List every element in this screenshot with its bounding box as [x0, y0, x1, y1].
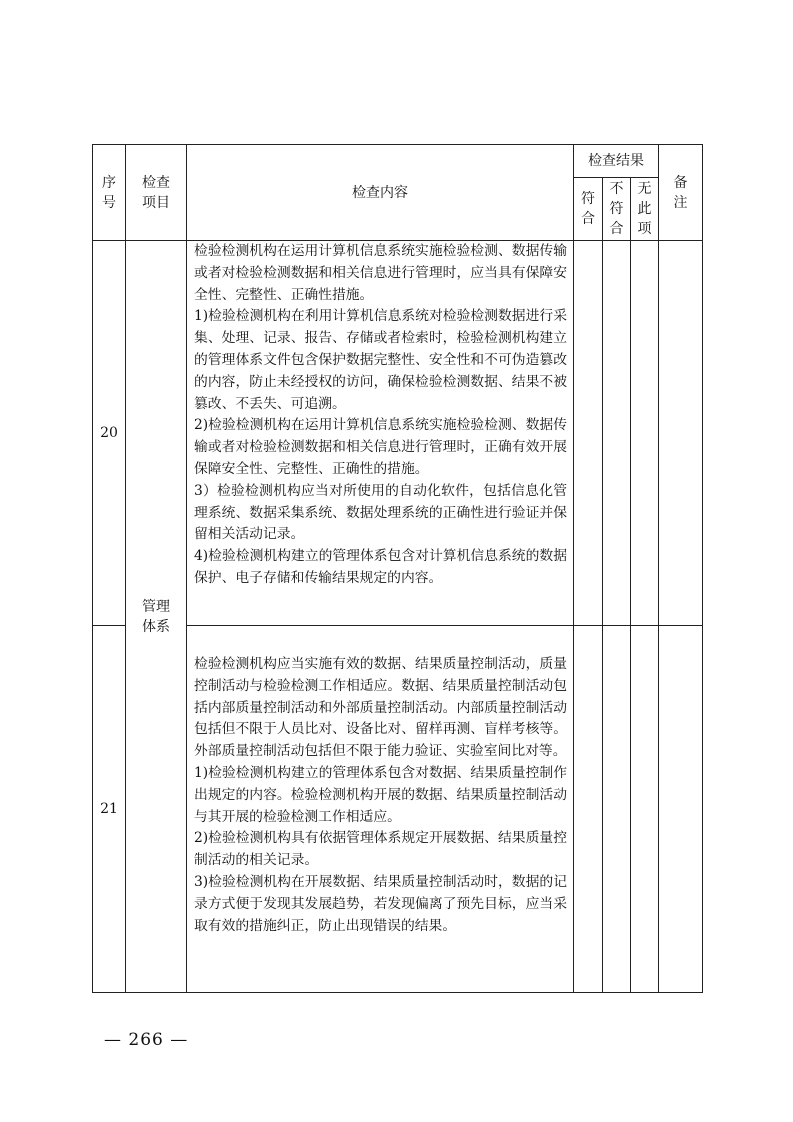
content-paragraph: 1)检验检测机构建立的管理体系包含对数据、结果质量控制作出规定的内容。检验检测机构开展的数据、结果质量控制活动与其开展的检验检测工作相适应。 [194, 764, 567, 825]
content-paragraph: 3)检验检测机构在开展数据、结果质量控制活动时，数据的记录方式便于发现其发展趋势，若发现偏离了预先目标，应当采取有效的措施纠正，防止出现错误的结果。 [194, 873, 567, 934]
header-nonconform: 不符合 [603, 178, 631, 241]
header-item: 检查项目 [126, 145, 187, 241]
content-paragraph: 3）检验检测机构应当对所使用的自动化软件，包括信息化管理系统、数据采集系统、数据处理系统的正确性进行验证并保留相关活动记录。 [194, 482, 567, 543]
row-content [187, 241, 574, 626]
remark-cell[interactable] [659, 241, 703, 626]
header-na: 无此项 [631, 178, 659, 241]
content-paragraph: 4)检验检测机构建立的管理体系包含对计算机信息系统的数据保护、电子存储和传输结果规定的内容。 [194, 548, 567, 586]
row-number: 20 [93, 241, 126, 626]
na-cell[interactable] [631, 241, 659, 626]
nonconform-cell[interactable] [603, 241, 631, 626]
content-paragraph: 检验检测机构在运用计算机信息系统实施检验检测、数据传输或者对检验检测数据和相关信息进行管理时，应当具有保障安全性、完整性、正确性措施。 [194, 243, 567, 303]
row-number: 21 [93, 626, 126, 993]
nonconform-cell[interactable] [603, 626, 631, 993]
header-remark: 备注 [659, 145, 703, 241]
remark-cell[interactable] [659, 626, 703, 993]
content-paragraph: 1)检验检测机构在利用计算机信息系统对检验检测数据进行采集、处理、记录、报告、存储或者检索时，检验检测机构建立的管理体系文件包含保护数据完整性、安全性和不可伪造篡改的内容，防止未经授权的访问，确保检验检测数据、结果不被篡改、不丢失、可追溯。 [194, 308, 567, 412]
content-paragraph: 检验检测机构应当实施有效的数据、结果质量控制活动，质量控制活动与检验检测工作相适应。数据、结果质量控制活动包括内部质量控制活动和外部质量控制活动。内部质量控制活动包括但不限于人员比对、设备比对、留样再测、盲样考核等。外部质量控制活动包括但不限于能力验证、实验室间比对等。 [194, 656, 567, 760]
header-seq: 序号 [93, 145, 126, 241]
conform-cell[interactable] [574, 626, 603, 993]
content-paragraph: 2)检验检测机构具有依据管理体系规定开展数据、结果质量控制活动的相关记录。 [194, 830, 567, 869]
na-cell[interactable] [631, 626, 659, 993]
conform-cell[interactable] [574, 241, 603, 626]
category-cell: 管理体系 [126, 241, 187, 993]
header-result: 检查结果 [574, 145, 659, 178]
header-conform: 符合 [574, 178, 603, 241]
row-content [187, 626, 574, 993]
inspection-table [92, 144, 703, 993]
header-content: 检查内容 [187, 145, 574, 241]
content-paragraph: 2)检验检测机构在运用计算机信息系统实施检验检测、数据传输或者对检验检测数据和相关信息进行管理时，正确有效开展保障安全性、完整性、正确性的措施。 [194, 417, 567, 477]
table-row [93, 241, 703, 626]
page-number: — 266 — [104, 1030, 189, 1050]
